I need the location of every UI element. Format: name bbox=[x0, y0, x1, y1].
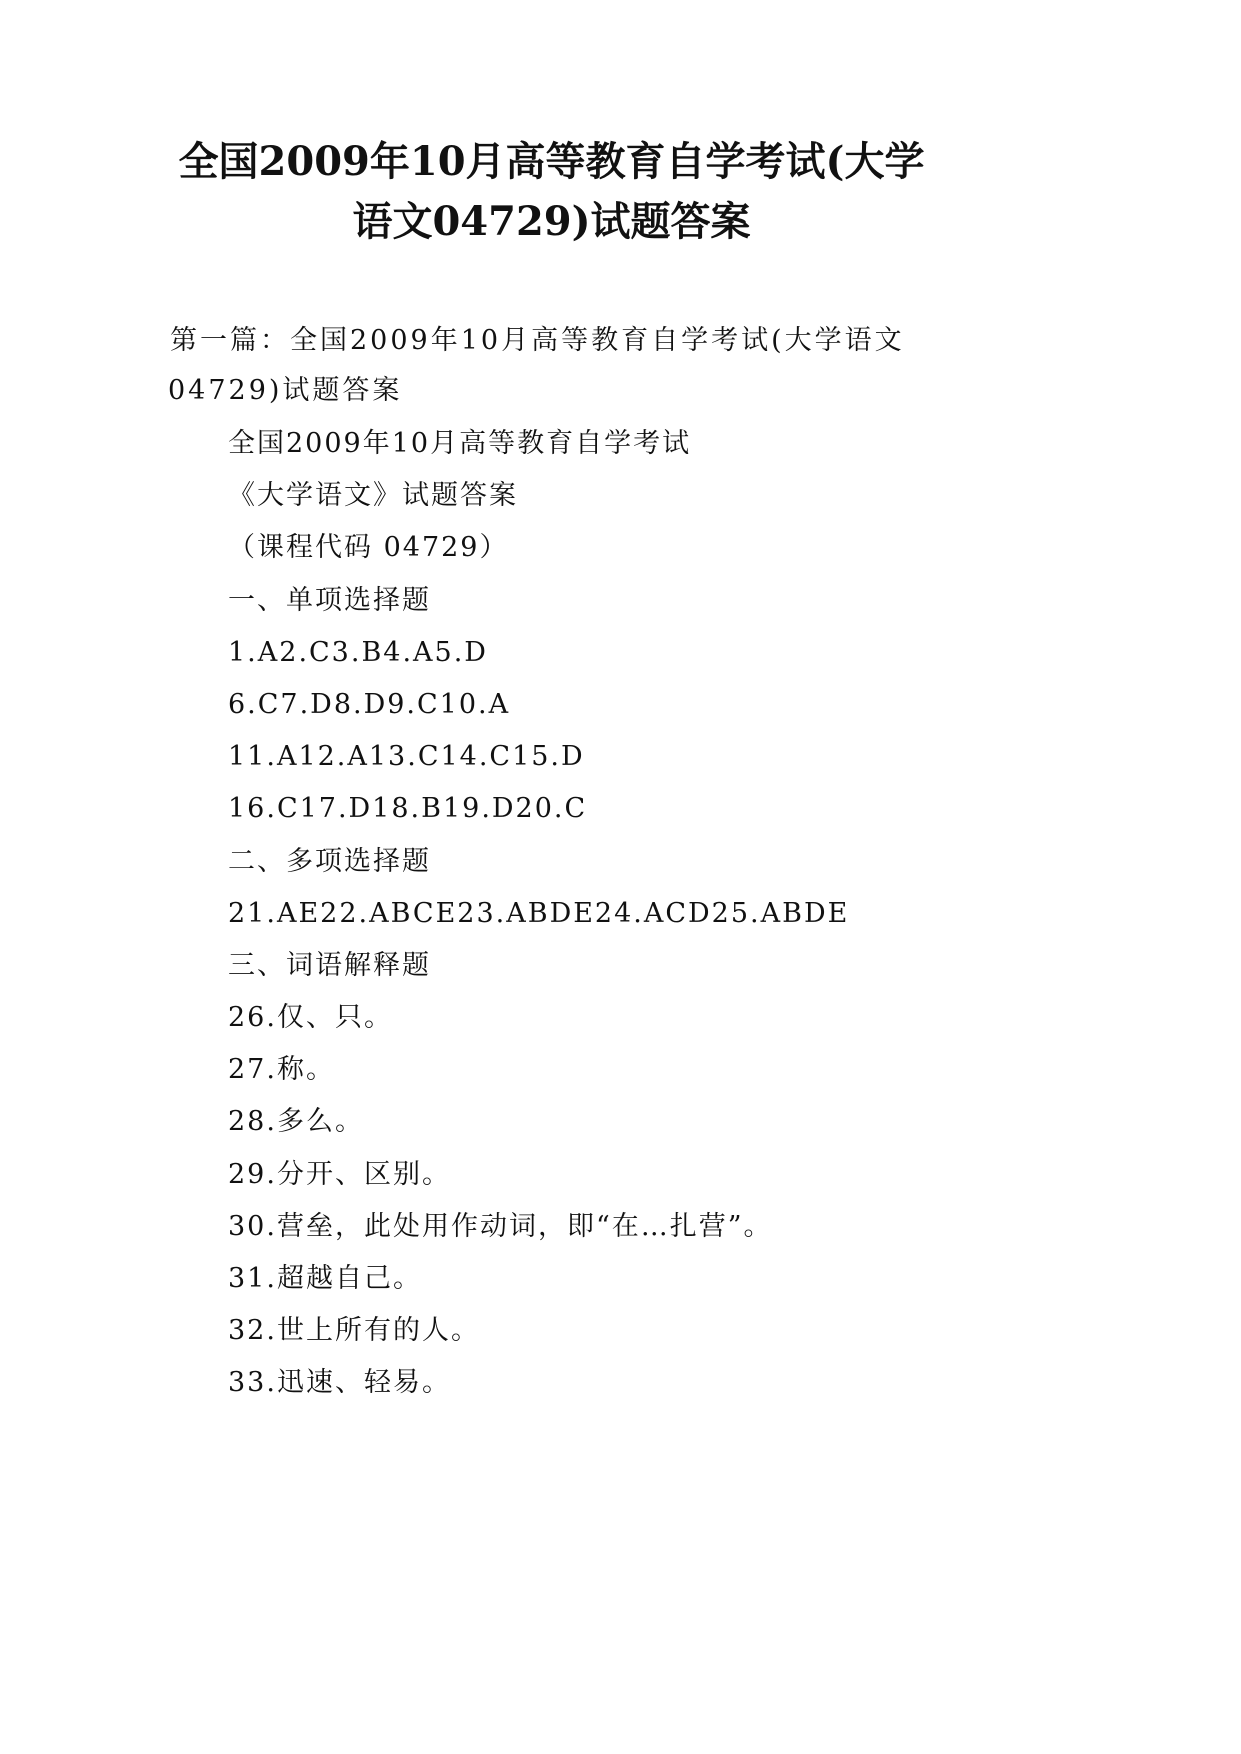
answer-line: 29.分开、区别。 bbox=[228, 1158, 451, 1190]
answer-line: 1.A2.C3.B4.A5.D bbox=[228, 636, 488, 668]
answer-line: 11.A12.A13.C14.C15.D bbox=[228, 741, 585, 773]
answer-line: 33.迅速、轻易。 bbox=[228, 1367, 451, 1399]
subject-title-line: 《大学语文》试题答案 bbox=[228, 480, 518, 512]
answer-line: 16.C17.D18.B19.D20.C bbox=[228, 793, 588, 825]
answer-line: 26.仅、只。 bbox=[228, 1002, 393, 1034]
answer-line: 27.称。 bbox=[228, 1054, 335, 1086]
section-heading bbox=[170, 316, 940, 416]
answer-line: 31.超越自己。 bbox=[228, 1263, 422, 1294]
document-title bbox=[150, 132, 953, 252]
document-title-line-2: 语文04729)试题答案 bbox=[352, 198, 751, 245]
section-heading-line-1: 第一篇：全国2009年10月高等教育自学考试(大学语文 bbox=[170, 325, 905, 356]
answer-line: 30.营垒，此处用作动词，即“在…扎营”。 bbox=[228, 1210, 773, 1242]
document-title-line-1: 全国2009年10月高等教育自学考试(大学 bbox=[178, 138, 925, 185]
course-code-line: （课程代码 04729） bbox=[228, 532, 509, 564]
part-heading-word-explanation: 三、词语解释题 bbox=[228, 949, 431, 981]
section-heading-line-2: 04729)试题答案 bbox=[168, 375, 403, 406]
answer-line: 21.AE22.ABCE23.ABDE24.ACD25.ABDE bbox=[228, 897, 850, 929]
answer-line: 6.C7.D8.D9.C10.A bbox=[228, 688, 511, 720]
part-heading-multiple-choice: 二、多项选择题 bbox=[228, 845, 431, 877]
answer-line: 32.世上所有的人。 bbox=[228, 1315, 480, 1347]
answer-line: 28.多么。 bbox=[228, 1106, 364, 1138]
part-heading-single-choice: 一、单项选择题 bbox=[228, 584, 431, 616]
exam-name-line: 全国2009年10月高等教育自学考试 bbox=[228, 428, 692, 459]
answer-body bbox=[228, 418, 948, 1410]
